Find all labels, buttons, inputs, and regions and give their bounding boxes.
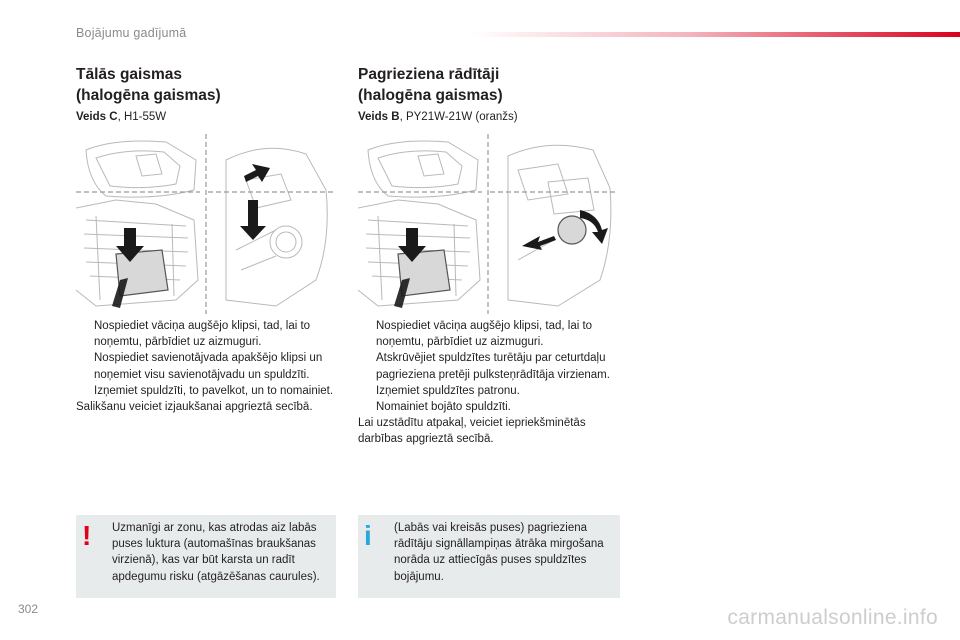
high-beam-illustration (76, 130, 336, 314)
bulb-type-value: , PY21W-21W (oranžs) (399, 111, 518, 123)
section-title-high-beam (76, 64, 221, 106)
step-item (358, 399, 630, 415)
page-number: 302 (18, 602, 39, 616)
info-note-text: (Labās vai kreisās puses) pagrieziena rādītāju signāllampiņas ātrāka mirgošana norāda uz attiecīgās puses spuldzītes bojājumu. (394, 522, 604, 583)
step-item (358, 318, 630, 350)
step-item (358, 350, 630, 382)
bulb-type-value: , H1-55W (117, 111, 167, 123)
step-item (358, 383, 630, 399)
reinstall-text: Lai uzstādītu atpakaļ, veiciet iepriekšminētās darbības apgrieztā secībā. (358, 417, 586, 446)
step-text: Atskrūvējiet spuldzītes turētāju par ceturtdaļu pagrieziena pretēji pulksteņrādītāja virzienam. (376, 352, 610, 381)
step-text: Nospiediet savienotājvada apakšējo klipsi un noņemiet visu savienotājvadu un spuldzīti. (94, 352, 323, 381)
watermark: carmanualsonline.info (727, 606, 938, 629)
title-line-2: (halogēna gaismas) (76, 87, 221, 104)
bulb-type-label: Veids B (358, 111, 400, 123)
bulb-type (76, 111, 166, 123)
bulb-type (358, 111, 518, 123)
step-item (76, 383, 348, 399)
step-text: Nospiediet vāciņa augšējo klipsi, tad, lai to noņemtu, pārbīdiet uz aizmuguri. (94, 320, 311, 349)
steps-turn-signal (358, 318, 630, 448)
step-text: Nospiediet vāciņa augšējo klipsi, tad, lai to noņemtu, pārbīdiet uz aizmuguri. (376, 320, 593, 349)
step-item (76, 318, 348, 350)
title-line-1: Pagrieziena rādītāji (358, 66, 500, 83)
warning-note (76, 515, 336, 598)
chapter-title: Bojājumu gadījumā (76, 26, 187, 40)
step-text: Izņemiet spuldzītes patronu. (376, 384, 520, 397)
warning-note-text: Uzmanīgi ar zonu, kas atrodas aiz labās puses luktura (automašīnas braukšanas virzienā), kas var būt karsta un radīt apdegumu risku (atgāzēšanas caurules). (112, 522, 320, 583)
title-line-2: (halogēna gaismas) (358, 87, 503, 104)
step-text: Izņemiet spuldzīti, to pavelkot, un to nomainiet. (94, 384, 334, 397)
section-title-turn-signal (358, 64, 503, 106)
step-item (76, 350, 348, 382)
exclamation-icon: ! (82, 520, 92, 551)
steps-high-beam (76, 318, 348, 415)
info-icon: i (364, 520, 372, 551)
turn-signal-illustration (358, 130, 618, 314)
step-text: Nomainiet bojāto spuldzīti. (376, 401, 511, 414)
reassembly-text: Salikšanu veiciet izjaukšanai apgrieztā secībā. (76, 401, 313, 414)
title-line-1: Tālās gaismas (76, 66, 182, 83)
bulb-type-label: Veids C (76, 111, 118, 123)
info-note (358, 515, 620, 598)
